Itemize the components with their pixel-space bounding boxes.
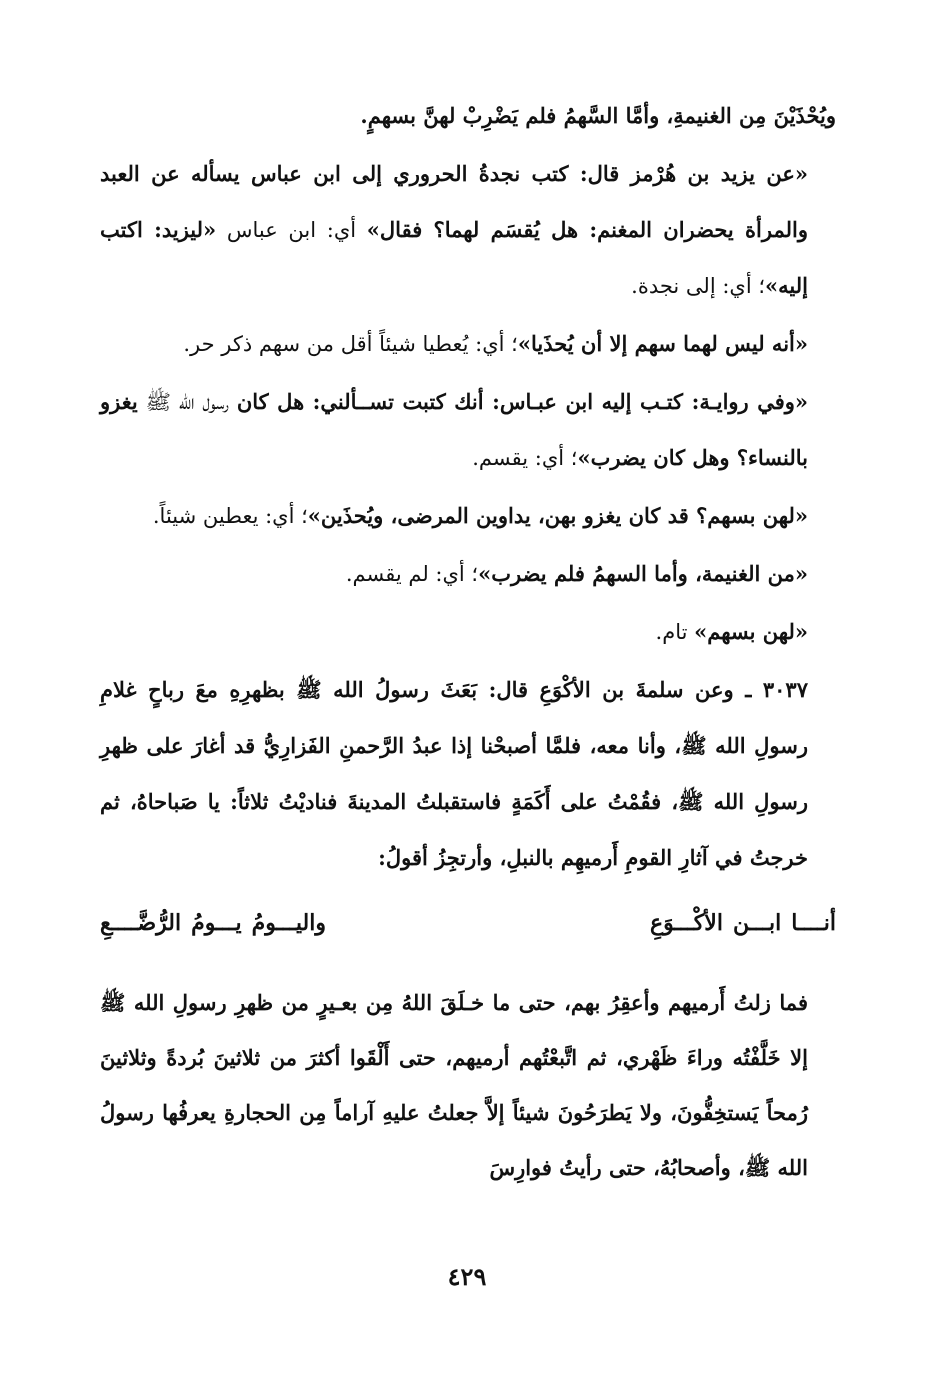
verse-word: واليـــومُ [251,910,326,936]
hadith-quote: «أنه ليس لهما سهم إلا أن يُحذَيا» [517,331,808,356]
verse-word: الرُّضَّــــعِ [100,910,182,936]
hadith-quote: «ليزيد: اكتب إليه» [100,217,808,298]
paragraph-3 [100,316,836,372]
commentary-text: رسول الله ﷺ [137,390,237,414]
hadith-text: ٣٠٣٧ ـ وعن سلمةَ بن الأكْوَعِ قال: بَعَثَ رسولُ الله ﷺ بظهرِهِ معَ رباحٍ غلامِ رسولِ الله ﷺ، وأنا معه، فلمَّا أصبحْنا إذا عبدُ الرَّحمنِ الفَزارِيُّ قد أغارَ على ظهرِ رسولِ الله ﷺ، فقُمْتُ على أَكَمَةٍ فاستقبلتُ المدينةَ فناديْتُ ثلاثاً: يا صَباحاهُ، ثم خرجتُ في آثارِ القومِ أَرميهِم بالنبلِ، وأرتجِزُ أقولُ: [100,677,808,870]
verse-word: أنــــا [791,910,836,936]
verse-word: الأكْـــوَعِ [649,910,723,936]
hadith-text: ويُحْذَيْنَ مِن الغنيمةِ، وأمَّا السَّهمُ فلم يَضْرِبْ لهنَّ بسهمٍ. [360,103,836,128]
verse-word: يـــومُ [191,910,242,936]
hadith-continuation: فما زلتُ أَرميهم وأعقِرُ بهم، حتى ما خـلَقَ اللهُ مِن بعـيرٍ من ظهرِ رسولِ الله ﷺ إلا خَلَّفْتُه وراءَ ظَهْري، ثم اتَّبعْتُهم أرميهم، حتى أَلْقَوا أكثرَ من ثلاثينَ بُردةً وثلاثينَ رُمحاً يَستخِفُّونَ، ولا يَطرَحُونَ شيئاً إلاَّ جعلتُ عليهِ آراماً مِن الحجارةِ يعرفُها رسولُ الله ﷺ، وأصحابُهُ، حتى رأيتُ فوارِسَ [100,990,808,1180]
verse-word: ابـــن [732,910,782,936]
commentary-text: ؛ أي: يقسم. [472,446,578,470]
hadith-quote: «وفي روايـة: كتـب إليه ابن عبـاس: أنك كتبت تســألني: هل كان [236,389,809,414]
commentary-text: ؛ أي: يعطين شيئاً. [152,504,308,528]
hadith-quote: «من الغنيمة، وأما السهمُ فلم يضرب» [478,561,808,586]
hadith-quote: يغزو بالنساء؟ وهل كان يضرب» [100,389,808,470]
commentary-text: ؛ أي: إلى نجدة. [631,274,766,298]
paragraph-5 [100,488,836,544]
hadith-quote: «لهن بسهم؟ قد كان يغزو بهن، يداوين المرضى، ويُحذَين» [307,503,808,528]
commentary-text: أي: ابن عباس [216,218,367,242]
hadith-3037 [100,662,836,886]
paragraph-7 [100,604,836,660]
paragraph-6 [100,546,836,602]
page-body [100,88,836,1197]
hadith-quote: «عن يزيد بن هُرْمز قال: كتب نجدةُ الحروري إلى ابن عباس يسأله عن العبد والمرأة يحضران المغنم: هل يُقسَم لهما؟ فقال» [100,161,808,242]
hadith-quote: «لهن بسهم» [694,619,808,644]
verse-first-hemistich [650,896,836,951]
paragraph-1 [100,88,836,144]
page-number: ٤٢٩ [447,1262,487,1291]
verse-second-hemistich [100,896,326,951]
commentary-text: تام. [655,620,695,644]
paragraph-4 [100,374,836,486]
paragraph-2 [100,146,836,314]
poetry-verse [100,896,836,951]
commentary-text: ؛ أي: يُعطيا شيئاً أقل من سهم ذكر حر. [183,332,518,356]
commentary-text: ؛ أي: لم يقسم. [345,562,479,586]
